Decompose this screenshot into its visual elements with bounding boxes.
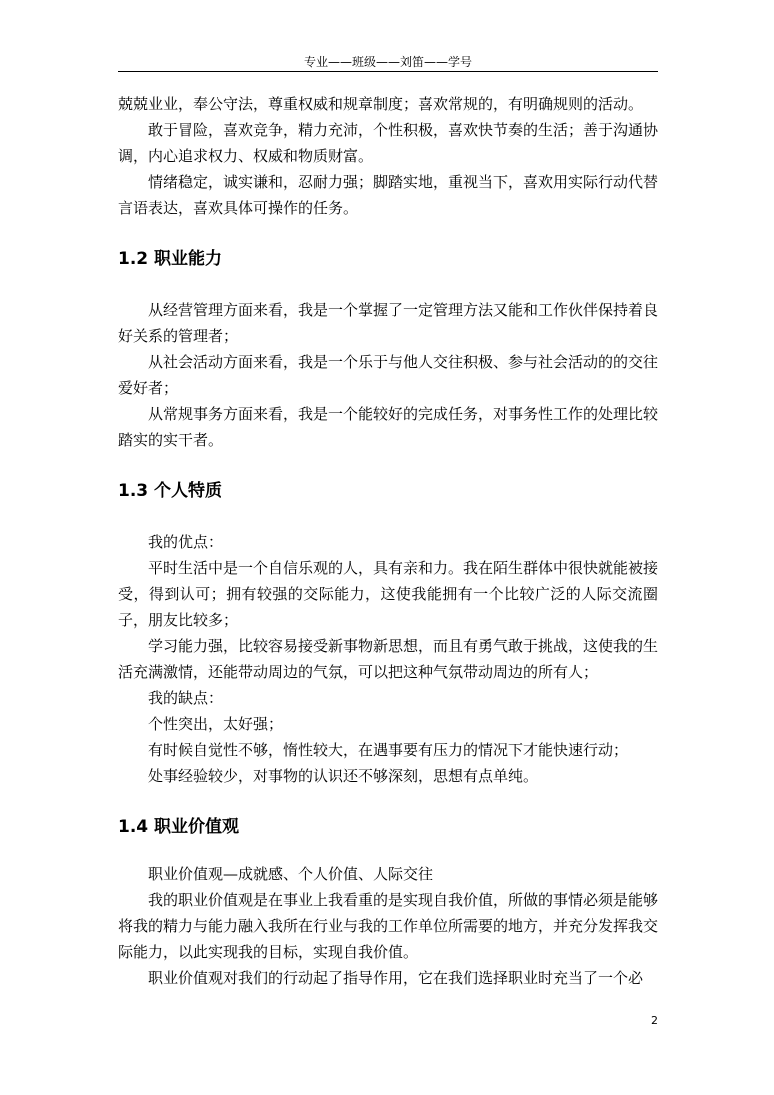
paragraph: 从常规事务方面来看，我是一个能较好的完成任务，对事务性工作的处理比较踏实的实干者。 [118,405,659,449]
paragraph: 学习能力强，比较容易接受新事物新思想，而且有勇气敢于挑战，这使我的生活充满激情，还能带动周边的气氛，可以把这种气氛带动周边的所有人； [118,637,659,681]
section-heading-1-3: 1.3 个人特质 [118,481,223,501]
section-heading-1-4: 1.4 职业价值观 [118,817,240,837]
paragraph: 有时候自觉性不够，惰性较大，在遇事要有压力的情况下才能快速行动； [148,741,629,759]
paragraph: 职业价值观—成就感、个人价值、人际交往 [148,865,434,883]
paragraph: 个性突出，太好强； [148,715,284,733]
paragraph: 从社会活动方面来看，我是一个乐于与他人交往积极、参与社会活动的的交往爱好者； [118,353,659,397]
paragraph: 敢于冒险，喜欢竞争，精力充沛，个性积极，喜欢快节奏的生活；善于沟通协调，内心追求权力、权威和物质财富。 [118,121,659,165]
paragraph: 兢兢业业，奉公守法，尊重权威和规章制度；喜欢常规的，有明确规则的活动。 [118,95,644,113]
strengths-label: 我的优点： [148,533,224,551]
paragraph: 情绪稳定，诚实谦和，忍耐力强；脚踏实地，重视当下，喜欢用实际行动代替言语表达，喜欢具体可操作的任务。 [118,173,659,217]
paragraph: 平时生活中是一个自信乐观的人，具有亲和力。我在陌生群体中很快就能被接受，得到认可；拥有较强的交际能力，这使我能拥有一个比较广泛的人际交流圈子，朋友比较多； [118,559,659,629]
section-heading-1-2: 1.2 职业能力 [118,249,223,269]
paragraph: 处事经验较少，对事物的认识还不够深刻，思想有点单纯。 [148,767,539,785]
document-body [118,91,658,991]
page-number: 2 [651,1014,658,1027]
page-header: 专业——班级——刘笛——学号 [303,55,472,69]
weaknesses-label: 我的缺点： [148,689,224,707]
paragraph: 职业价值观对我们的行动起了指导作用，它在我们选择职业时充当了一个必 [148,969,644,987]
paragraph: 我的职业价值观是在事业上我看重的是实现自我价值，所做的事情必须是能够将我的精力与能力融入我所在行业与我的工作单位所需要的地方，并充分发挥我交际能力，以此实现我的目标，实现自我价值。 [118,891,659,961]
paragraph: 从经营管理方面来看，我是一个掌握了一定管理方法又能和工作伙伴保持着良好关系的管理者； [118,301,659,345]
header-divider [118,71,658,72]
